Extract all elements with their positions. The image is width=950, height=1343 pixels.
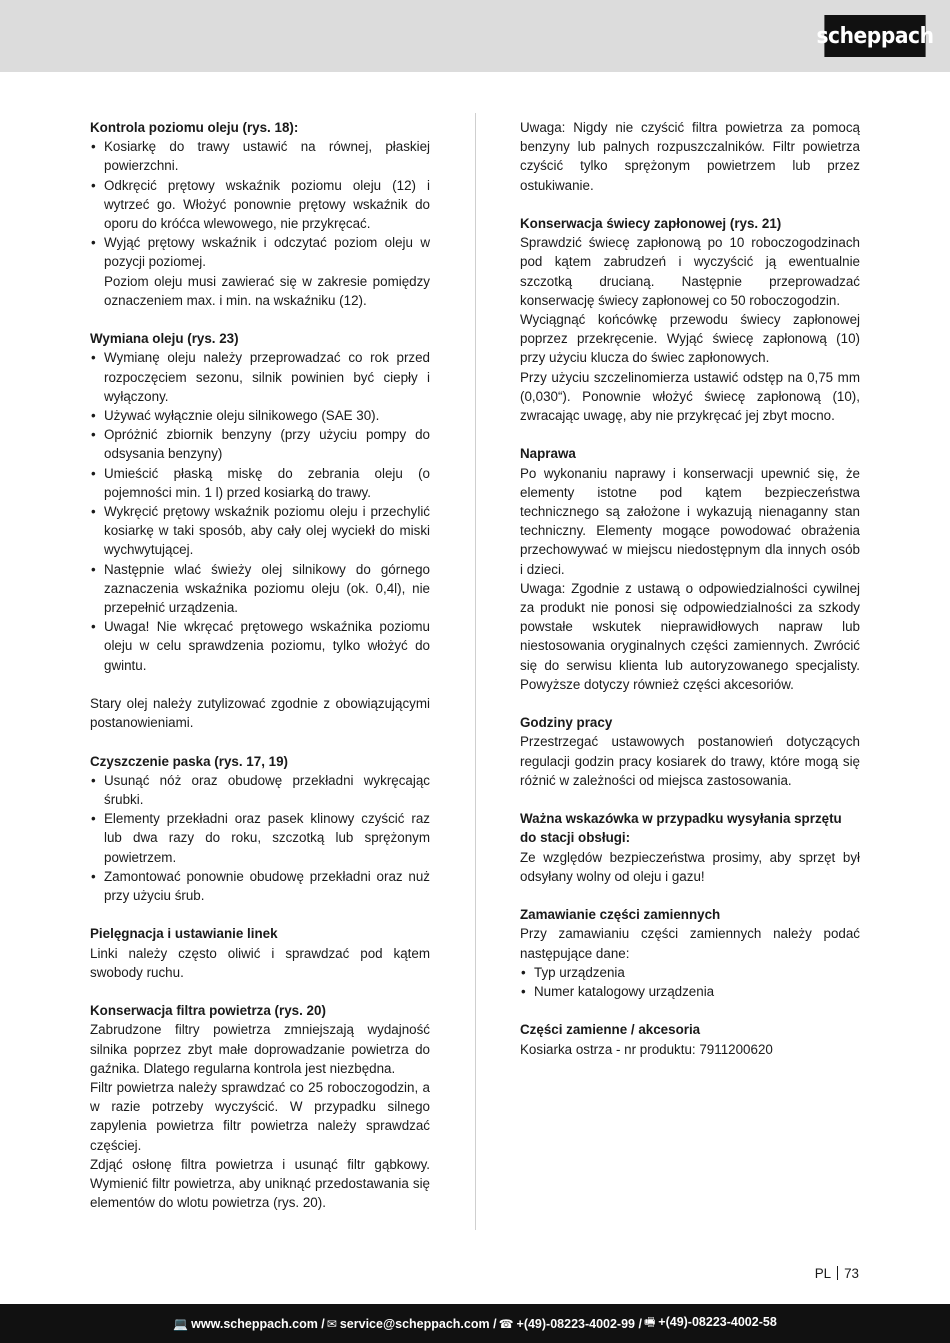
section-heading: Czyszczenie paska (rys. 17, 19) <box>90 753 288 769</box>
bullet-item: • Kosiarkę do trawy ustawić na równej, płaskiej powierzchni. <box>90 137 430 175</box>
footer-contact-text: www.scheppach.com / <box>191 1316 325 1331</box>
paragraph: Wyciągnąć końcówkę przewodu świecy zapłonowej poprzez przekręcenie. Wyjąć świecę zapłonową (10) przy użyciu klucza do świec zapłonowych. <box>520 312 860 366</box>
bullet-list <box>90 348 430 674</box>
bullet-item: • Wymianę oleju należy przeprowadzać co rok przed rozpoczęciem sezonu, silnik powinien być ciepły i wyłączony. <box>90 348 430 406</box>
section-heading: Naprawa <box>520 446 576 462</box>
phone-icon: ☎ <box>498 1316 514 1331</box>
bullet-item: • Następnie wlać świeży olej silnikowy do górnego zaznaczenia wskaźnika poziomu oleju (ok. 0,4l), nie przepełnić urządzenia. <box>90 560 430 618</box>
section-heading: Konserwacja świecy zapłonowej (rys. 21) <box>520 216 782 231</box>
paragraph: Kosiarka ostrza - nr produktu: 7911200620 <box>520 1041 773 1057</box>
footer-contact-text: service@scheppach.com / <box>339 1316 497 1331</box>
footer-contact-item <box>644 1313 777 1334</box>
paragraph: Uwaga: Zgodnie z ustawą o odpowiedzialności cywilnej za produkt nie ponosi się odpowiedzialności za szkody powstałe wskutek nieprawidłowych napraw lub niestosowania oryginalnych części zamiennych. Zwrócić się do serwisu klienta lub autoryzowanego specjalisty. Powyższe dotyczy również części akcesoriów. <box>520 580 860 692</box>
paragraph: Sprawdzić świecę zapłonową po 10 roboczogodzinach pod kątem zabrudzeń i wyczyścić ją ewentualnie szczotką drucianą. Następnie przeprowadzać konserwację świecy zapłonowej co 50 roboczogodzin. <box>520 235 860 308</box>
section <box>90 329 430 675</box>
section-heading: Godziny pracy <box>520 715 613 731</box>
bullet-item: • Numer katalogowy urządzenia <box>520 982 860 1001</box>
footer-contact-item <box>327 1317 497 1331</box>
scheppach-logo: scheppach <box>824 15 925 57</box>
bullet-item: • Usunąć nóż oraz obudowę przekładni wykręcając śrubki. <box>90 771 430 809</box>
page-separator <box>837 1266 838 1280</box>
paragraph: Poziom oleju musi zawierać się w zakresie pomiędzy oznaczeniem max. i min. na wskaźniku (12). <box>104 273 430 308</box>
bullet-item: • Umieścić płaską miskę do zebrania oleju (o pojemności min. 1 l) przed kosiarką do trawy. <box>90 464 430 502</box>
bullet-item: • Opróżnić zbiornik benzyny (przy użyciu pompy do odsysania benzyny) <box>90 425 430 463</box>
footer-contact-text: +(49)-08223-4002-58 <box>658 1315 777 1329</box>
computer-icon: 💻 <box>173 1316 189 1331</box>
page-number-value: 73 <box>844 1266 859 1281</box>
bullet-list <box>90 137 430 271</box>
section <box>90 118 430 310</box>
bullet-list <box>90 771 430 905</box>
section <box>90 924 430 982</box>
section <box>520 809 860 886</box>
section-heading: Pielęgnacja i ustawianie linek <box>90 926 278 942</box>
section <box>90 752 430 906</box>
bullet-item: • Zamontować ponownie obudowę przekładni oraz nuż przy użyciu śrub. <box>90 867 430 905</box>
bullet-item: • Używać wyłącznie oleju silnikowego (SAE 30). <box>90 406 430 425</box>
section <box>520 214 860 425</box>
section-heading: Ważna wskazówka w przypadku wysyłania sprzętu do stacji obsługi: <box>520 811 842 846</box>
section <box>520 905 860 1001</box>
page-language: PL <box>814 1266 832 1281</box>
right-column <box>520 118 860 1059</box>
footer-contact-item <box>499 1317 642 1331</box>
paragraph: Zabrudzone filtry powietrza zmniejszają wydajność silnika poprzez zbyt małe doprowadzanie powietrza do gaźnika. Dlatego regularna kontrola jest niezbędna. <box>90 1022 430 1076</box>
paragraph: Po wykonaniu naprawy i konserwacji upewnić się, że elementy istotne pod kątem bezpieczeństwa technicznego są założone i wykazują nienaganny stan techniczny. Elementy mogące powodować obrażenia przechowywać w miejscu niedostępnym dla innych osób i dzieci. <box>520 465 860 577</box>
section <box>520 713 860 790</box>
page-number <box>815 1265 859 1283</box>
paragraph: Stary olej należy zutylizować zgodnie z obowiązującymi postanowieniami. <box>90 696 430 731</box>
section-heading: Wymiana oleju (rys. 23) <box>90 331 239 347</box>
header-bar <box>0 0 950 72</box>
bullet-item: • Uwaga! Nie wkręcać prętowego wskaźnika poziomu oleju w celu sprawdzenia poziomu, tylko włożyć do gwintu. <box>90 617 430 675</box>
paragraph: Przy zamawianiu części zamiennych należy podać następujące dane: <box>520 926 860 961</box>
section <box>90 1001 430 1212</box>
section <box>90 694 430 732</box>
bullet-item: • Wyjąć prętowy wskaźnik i odczytać poziom oleju w pozycji poziomej. <box>90 233 430 271</box>
mail-icon: ✉ <box>326 1316 337 1331</box>
paragraph: Ze względów bezpieczeństwa prosimy, aby sprzęt był odsyłany wolny od oleju i gazu! <box>520 849 860 884</box>
paragraph: Przy użyciu szczelinomierza ustawić odstęp na 0,75 mm (0,030“). Ponownie włożyć świecę zapłonową (10), zwracając uwagę, aby nie przykręcać jej zbyt mocno. <box>520 369 860 424</box>
footer-bar <box>0 1304 950 1343</box>
paragraph: Filtr powietrza należy sprawdzać co 25 roboczogodzin, a w razie potrzeby wyczyścić. W przypadku silnego zapylenia powietrza filtr powietrza należy sprawdzać częściej. <box>90 1080 430 1153</box>
footer-contact-text: +(49)-08223-4002-99 / <box>516 1316 642 1331</box>
left-column <box>90 118 430 1213</box>
section-heading: Kontrola poziomu oleju (rys. 18): <box>90 120 299 135</box>
footer-contact-item <box>173 1317 325 1331</box>
paragraph: Linki należy często oliwić i sprawdzać pod kątem swobody ruchu. <box>90 945 430 980</box>
paragraph: Przestrzegać ustawowych postanowień dotyczących regulacji godzin pracy kosiarek do trawy, które mogą się różnić w zależności od miejsca zastosowania. <box>520 734 860 788</box>
bullet-item: • Elementy przekładni oraz pasek klinowy czyścić raz lub dwa razy do roku, szczotką lub sprężonym powietrzem. <box>90 809 430 867</box>
section-heading: Konserwacja filtra powietrza (rys. 20) <box>90 1003 326 1019</box>
bullet-list <box>520 963 860 1001</box>
section <box>520 1020 860 1058</box>
section <box>520 118 860 195</box>
fax-icon: 🖷 <box>643 1315 656 1329</box>
section-heading: Zamawianie części zamiennych <box>520 907 721 923</box>
bullet-item: • Wykręcić prętowy wskaźnik poziomu oleju i przechylić kosiarkę w taki sposób, aby cały olej wyciekł do miski wychwytującej. <box>90 502 430 560</box>
bullet-item: • Typ urządzenia <box>520 963 860 982</box>
section <box>520 444 860 694</box>
paragraph: Uwaga: Nigdy nie czyścić filtra powietrza za pomocą benzyny lub palnych rozpuszczalników. Filtr powietrza czyścić tylko sprężonym powietrzem lub przez ostukiwanie. <box>520 120 860 193</box>
paragraph: Zdjąć osłonę filtra powietrza i usunąć filtr gąbkowy. Wymienić filtr powietrza, aby uniknąć przedostawania się elementów do wlotu powietrza (rys. 20). <box>90 1156 430 1211</box>
section-heading: Części zamienne / akcesoria <box>520 1022 701 1038</box>
column-divider <box>475 113 476 1230</box>
bullet-item: • Odkręcić prętowy wskaźnik poziomu oleju (12) i wytrzeć go. Włożyć ponownie prętowy wskaźnik do oporu do króćca wlewowego, nie przykręcać. <box>90 176 430 234</box>
